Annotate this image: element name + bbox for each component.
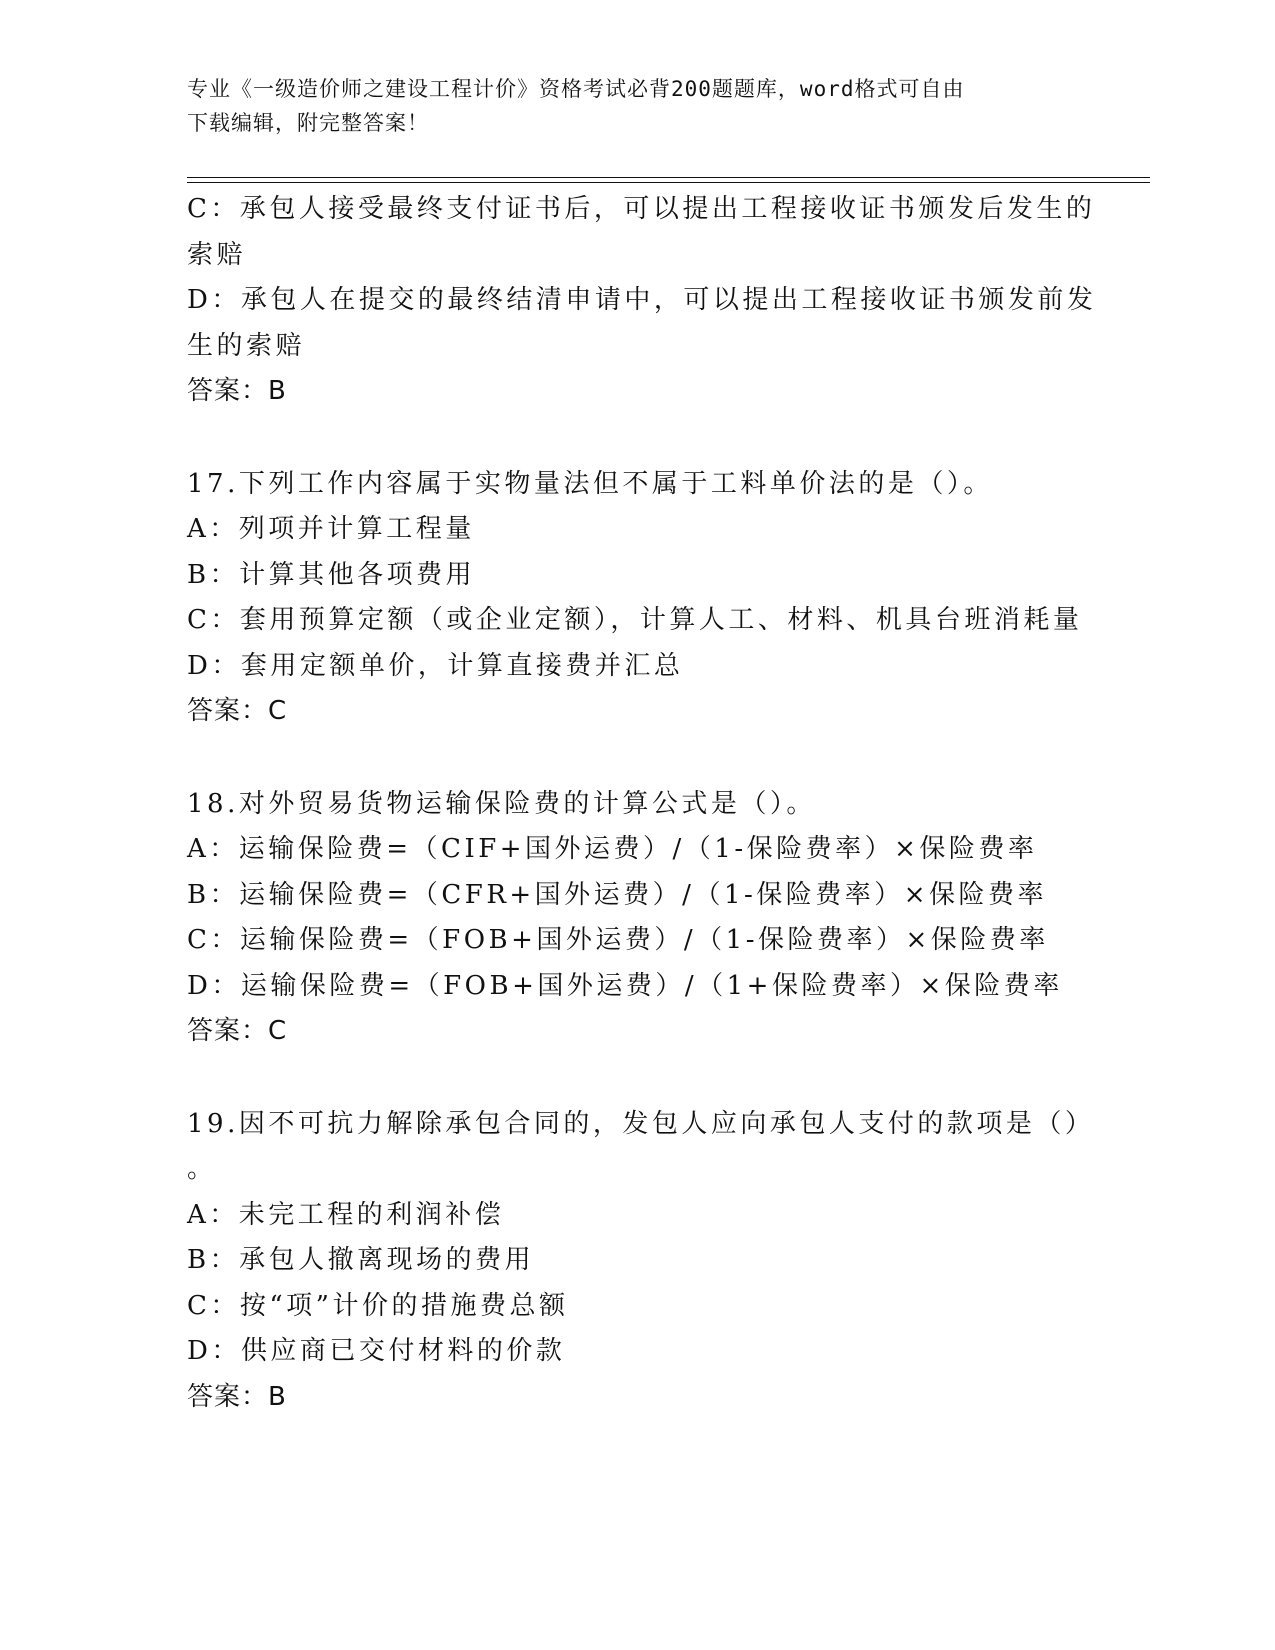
- header-divider-bottom: [187, 182, 1150, 183]
- spacer: [187, 415, 1087, 462]
- q19-option-c: C：按“项”计价的措施费总额: [187, 1290, 569, 1321]
- q19-answer: 答案：B: [187, 1381, 287, 1412]
- q19-stem-line-2: 。: [187, 1154, 217, 1184]
- q17-answer: 答案：C: [187, 696, 288, 726]
- q18-stem: 18.对外贸易货物运输保险费的计算公式是（）。: [187, 788, 816, 819]
- q18-option-d: D：运输保险费=（FOB+国外运费）/（1+保险费率）×保险费率: [187, 970, 1063, 1001]
- q16-option-c-line-2: 索赔: [187, 239, 247, 270]
- q17-stem: 17.下列工作内容属于实物量法但不属于工料单价法的是（）。: [187, 468, 993, 499]
- q16-option-d-line-1: D：承包人在提交的最终结清申请中，可以提出工程接收证书颁发前发: [187, 285, 1097, 315]
- q17-option-d: D：套用定额单价，计算直接费并汇总: [187, 650, 684, 681]
- q18-option-c: C：运输保险费=（FOB+国外运费）/（1-保险费率）×保险费率: [187, 925, 1049, 955]
- question-18: [187, 782, 1087, 1055]
- header-line-1: 专业《一级造价师之建设工程计价》资格考试必背200题题库，word格式可自由: [187, 77, 965, 101]
- q16-answer: 答案：B: [187, 376, 287, 406]
- spacer: [187, 1055, 1087, 1102]
- document-header: [187, 72, 1067, 140]
- header-line-2: 下载编辑，附完整答案！: [187, 111, 429, 135]
- q19-option-b: B：承包人撤离现场的费用: [187, 1245, 535, 1275]
- question-list: [187, 187, 1097, 1420]
- q18-answer: 答案：C: [187, 1016, 288, 1046]
- question-19: [187, 1102, 1095, 1421]
- q17-option-a: A：列项并计算工程量: [187, 514, 475, 544]
- q18-option-b: B：运输保险费=（CFR+国外运费）/（1-保险费率）×保险费率: [187, 879, 1048, 910]
- q18-option-a: A：运输保险费=（CIF+国外运费）/（1-保险费率）×保险费率: [187, 834, 1038, 864]
- q16-option-c-line-1: C：承包人接受最终支付证书后，可以提出工程接收证书颁发后发生的: [187, 194, 1096, 224]
- q19-option-d: D：供应商已交付材料的价款: [187, 1336, 566, 1366]
- q19-option-a: A：未完工程的利润补偿: [187, 1199, 505, 1230]
- question-16: [187, 187, 1097, 415]
- q17-option-b: B：计算其他各项费用: [187, 559, 476, 590]
- header-divider-top: [187, 177, 1150, 178]
- q16-option-d-line-2: 生的索赔: [187, 330, 306, 361]
- question-17: [187, 462, 1087, 735]
- q19-stem-line-1: 19.因不可抗力解除承包合同的，发包人应向承包人支付的款项是（）: [187, 1108, 1095, 1139]
- spacer: [187, 735, 1087, 782]
- q17-option-c: C：套用预算定额（或企业定额），计算人工、材料、机具台班消耗量: [187, 605, 1083, 635]
